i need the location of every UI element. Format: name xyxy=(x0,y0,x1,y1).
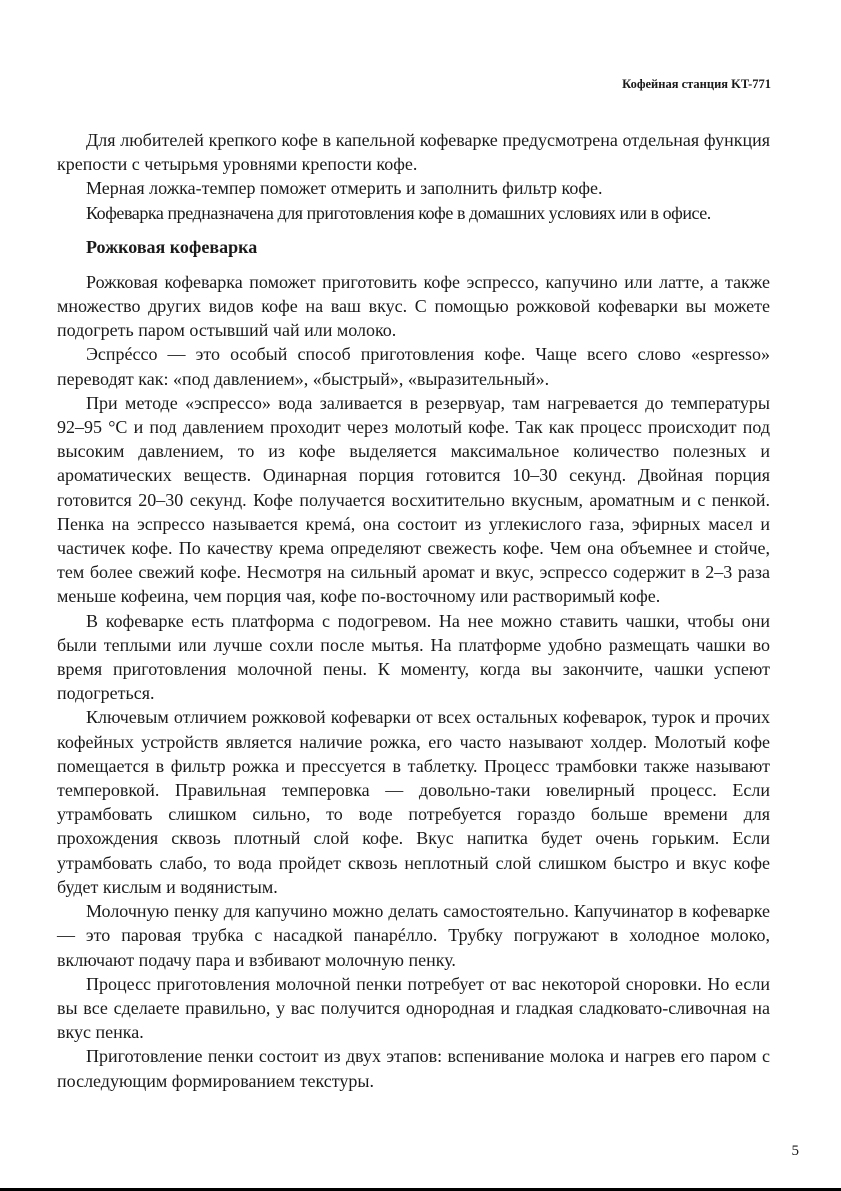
body-paragraph: Молочную пенку для капучино можно делать самостоятельно. Капучинатор в кофеварке — это паровая трубка с насадкой панарéлло. Трубку погружают в холодное молоко, включают подачу пара и взбивают молочную пенку. xyxy=(57,901,770,970)
intro-paragraph: Для любителей крепкого кофе в капельной кофеварке предусмотрена отдельная функция крепости с четырьмя уровнями крепости кофе. xyxy=(57,130,770,175)
section-heading: Рожковая кофеварка xyxy=(86,236,258,257)
page-content xyxy=(57,128,770,1093)
body-paragraph: Ключевым отличием рожковой кофеварки от всех остальных кофеварок, турок и прочих кофейных устройств является наличие рожка, его часто называют холдер. Молотый кофе помещается в фильтр рожка и прессуется в таблетку. Процесс трамбовки также называют темперовкой. Правильная темперовка — довольно-таки ювелирный процесс. Если утрамбовать слишком сильно, то воде потребуется гораздо больше времени для прохождения сквозь плотный слой кофе. Вкус напитка будет очень горьким. Если утрамбовать слабо, то вода пройдет сквозь неплотный слой слишком быстро и вкус кофе будет кислым и водянистым. xyxy=(57,707,770,897)
body-paragraph: Процесс приготовления молочной пенки потребует от вас некоторой сноровки. Но если вы все сделаете правильно, у вас получится однородная и гладкая сладковато-сливочная на вкус пенка. xyxy=(57,973,770,1043)
running-header: Кофейная станция KT-771 xyxy=(622,77,771,91)
page-number: 5 xyxy=(791,1143,799,1159)
body-paragraph: В кофеварке есть платформа с подогревом. На нее можно ставить чашки, чтобы они были теплыми или лучше сохли после мытья. На платформе удобно размещать чашки во время приготовления молочной пены. К моменту, когда вы закончите, чашки успеют подогреться. xyxy=(57,610,770,704)
intro-paragraph: Мерная ложка-темпер поможет отмерить и заполнить фильтр кофе. xyxy=(86,178,603,199)
body-paragraph: Приготовление пенки состоит из двух этапов: вспенивание молока и нагрев его паром с последующим формированием текстуры. xyxy=(57,1046,770,1091)
body-paragraph: При методе «эспрессо» вода заливается в резервуар, там нагревается до температуры 92–95 °С и под давлением проходит через молотый кофе. Так как процесс происходит под высоким давлением, то из кофе выделяется максимальное количество полезных и ароматических веществ. Одинарная порция готовится 10–30 секунд. Двойная порция готовится 20–30 секунд. Кофе получается восхитительно вкусным, ароматным и с пенкой. Пенка на эспрессо называется кремá, она состоит из углекислого газа, эфирных масел и частичек кофе. По качеству крема определяют свежесть кофе. Чем она объемнее и стойче, тем более свежий кофе. Несмотря на сильный аромат и вкус, эспрессо содержит в 2–3 раза меньше кофеина, чем порция чая, кофе по-восточному или растворимый кофе. xyxy=(57,392,770,607)
intro-paragraph: Кофеварка предназначена для приготовления кофе в домашних условиях или в офисе. xyxy=(86,202,711,223)
body-paragraph: Рожковая кофеварка поможет приготовить кофе эспрессо, капучино или латте, а также множество других видов кофе на ваш вкус. С помощью рожковой кофеварки вы можете подогреть паром остывший чай или молоко. xyxy=(57,271,770,341)
body-paragraph: Эспрéссо — это особый способ приготовления кофе. Чаще всего слово «espresso» переводят как: «под давлением», «быстрый», «выразительный». xyxy=(57,344,770,389)
